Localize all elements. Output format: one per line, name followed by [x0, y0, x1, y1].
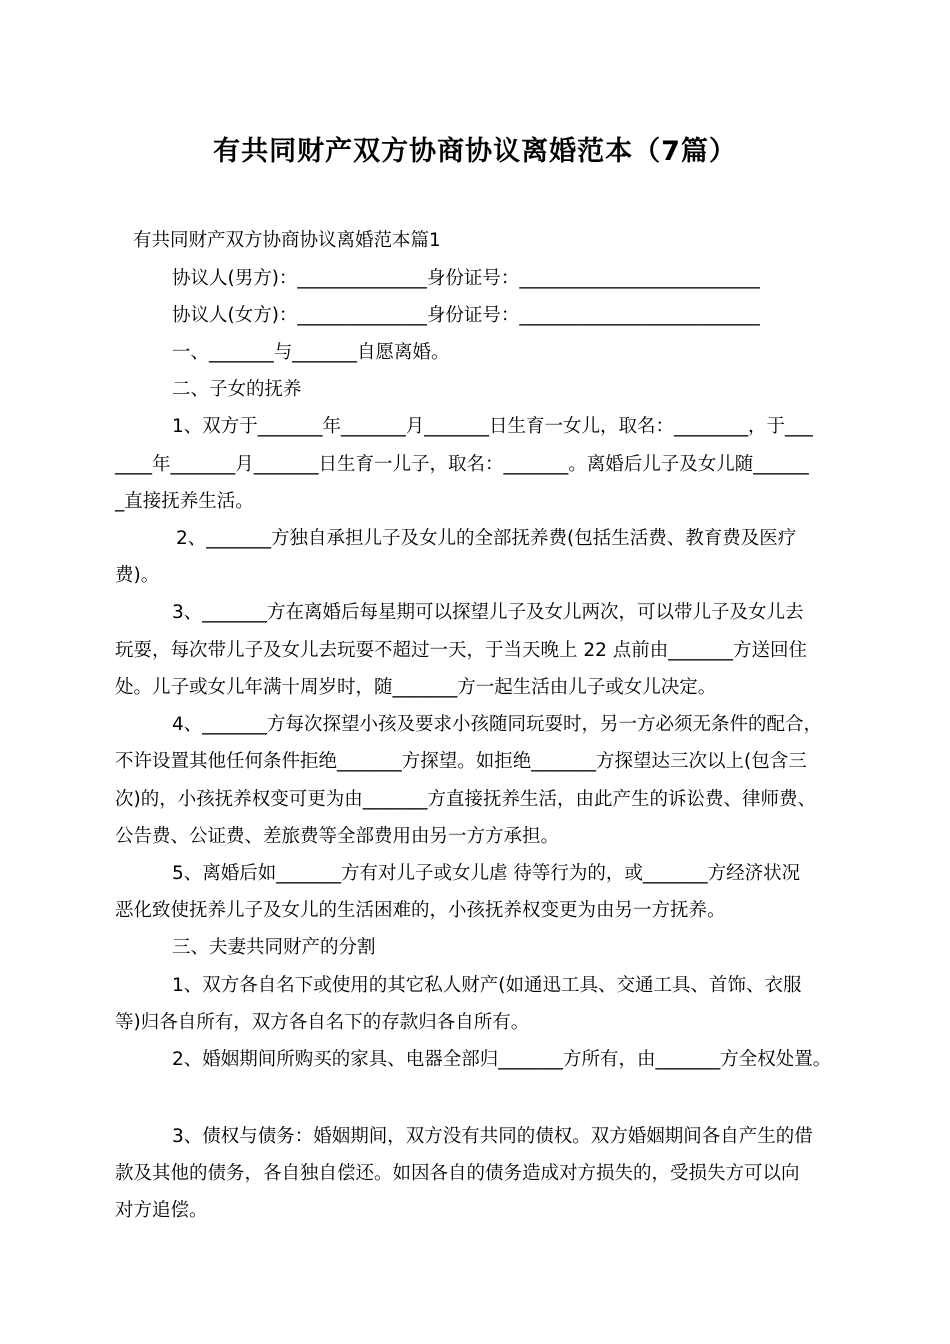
paragraph-line: 款及其他的债务，各自独自偿还。如因各自的债务造成对方损失的，受损失方可以向: [115, 1163, 800, 1184]
heading-children: 二、子女的抚养: [172, 379, 302, 400]
paragraph-line: 3、_______方在离婚后每星期可以探望儿子及女儿两次，可以带儿子及女儿去: [172, 602, 804, 623]
party-female-line: 协议人(女方)：______________身份证号：__________________________: [172, 305, 760, 326]
paragraph-line: 对方追偿。: [115, 1200, 208, 1221]
paragraph-line: 2、_______方独自承担儿子及女儿的全部抚养费(包括生活费、教育费及医疗: [176, 528, 797, 549]
document-title: 有共同财产双方协商协议离婚范本（7篇）: [213, 136, 737, 167]
paragraph-line: 2、婚姻期间所购买的家具、电器全部归_______方所有，由_______方全权处置。: [172, 1049, 832, 1070]
paragraph-line: 费)。: [115, 565, 160, 586]
section-heading: 有共同财产双方协商协议离婚范本篇1: [133, 230, 441, 251]
paragraph-line: ____年_______月_______日生育一儿子，取名：_______。离婚后儿子及女儿随______: [115, 454, 809, 475]
paragraph-line: 1、双方各自名下或使用的其它私人财产(如通迅工具、交通工具、首饰、衣服: [172, 975, 802, 996]
paragraph-line: 5、离婚后如_______方有对儿子或女儿虐 待等行为的，或_______方经济状况: [172, 863, 801, 884]
paragraph-line: _直接抚养生活。: [115, 491, 254, 512]
paragraph-line: 3、债权与债务：婚姻期间，双方没有共同的债权。双方婚姻期间各自产生的借: [172, 1126, 813, 1147]
paragraph-line: 1、双方于_______年_______月_______日生育一女儿，取名：________，于___: [172, 416, 813, 437]
paragraph-line: 恶化致使抚养儿子及女儿的生活困难的，小孩抚养权变更为由另一方抚养。: [115, 900, 726, 921]
paragraph-line: 公告费、公证费、差旅费等全部费用由另一方方承担。: [115, 826, 560, 847]
heading-property: 三、夫妻共同财产的分割: [172, 937, 376, 958]
paragraph-line: 不许设置其他任何条件拒绝_______方探望。如拒绝_______方探望达三次以上(包含三: [115, 751, 807, 772]
paragraph-line: 次)的，小孩抚养权变可更为由_______方直接抚养生活，由此产生的诉讼费、律师费、: [115, 789, 816, 810]
paragraph-line: 4、_______方每次探望小孩及要求小孩随同玩耍时，另一方必须无条件的配合，: [172, 714, 823, 735]
clause-divorce: 一、_______与_______自愿离婚。: [172, 342, 450, 363]
paragraph-line: 处。儿子或女儿年满十周岁时，随_______方一起生活由儿子或女儿决定。: [115, 677, 717, 698]
party-male-line: 协议人(男方)：______________身份证号：__________________________: [172, 268, 760, 289]
paragraph-line: 等)归各自所有，双方各自名下的存款归各自所有。: [115, 1012, 530, 1033]
paragraph-line: 玩耍，每次带儿子及女儿去玩耍不超过一天，于当天晚上 22 点前由_______方送回住: [115, 640, 808, 661]
